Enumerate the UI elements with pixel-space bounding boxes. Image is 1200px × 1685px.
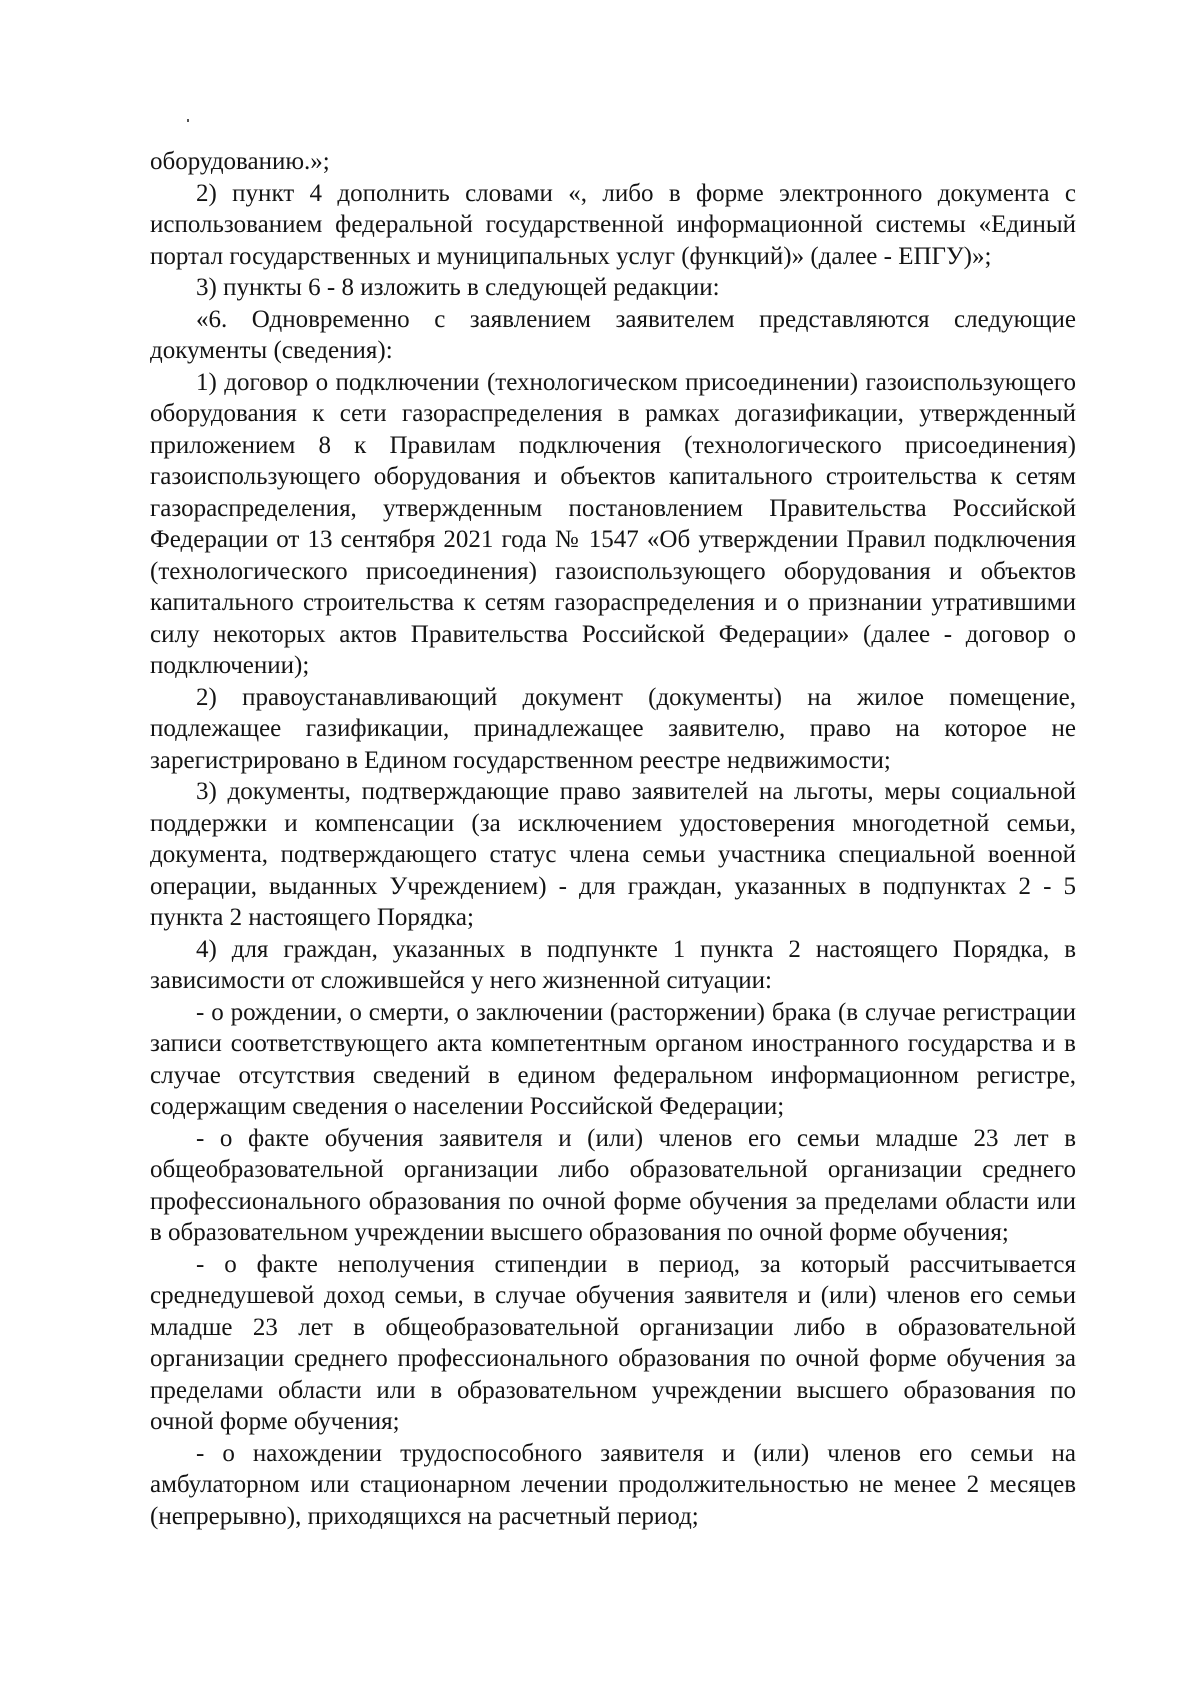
list-item-medical-treatment: - о нахождении трудоспособного заявителя и (или) членов его семьи на амбулаторном или стационарном лечении продолжительностью не менее 2 месяцев (непрерывно), приходящихся на расчетный период;: [150, 1439, 1076, 1530]
paragraph-point-6: «6. Одновременно с заявлением заявителем представляются следующие документы (сведения):: [150, 305, 1076, 364]
paragraph-continuation: оборудованию.»;: [150, 148, 330, 175]
paragraph-item-2-point-4: 2) пункт 4 дополнить словами «, либо в форме электронного документа с использованием федеральной государственной информационной системы «Единый портал государственных и муниципальных услуг (функций)» (далее - ЕПГУ)»;: [150, 179, 1076, 270]
list-item-no-stipend: - о факте неполучения стипендии в период, за который рассчитывается среднедушевой доход семьи, в случае обучения заявителя и (или) членов его семьи младше 23 лет в общеобразовательной организации либо в образовательной организации среднего профессионального образования по очной форме обучения за пределами области или в образовательном учреждении высшего образования по очной форме обучения;: [150, 1250, 1076, 1435]
scan-speck: [187, 119, 189, 122]
list-item-education: - о факте обучения заявителя и (или) членов его семьи младше 23 лет в общеобразовательной организации либо образовательной организации среднего профессионального образования по очной форме обучения за пределами области или в образовательном учреждении высшего образования по очной форме обучения;: [150, 1124, 1076, 1246]
paragraph-subitem-2: 2) правоустанавливающий документ (документы) на жилое помещение, подлежащее газификации, принадлежащее заявителю, право на которое не зарегистрировано в Едином государственном реестре недвижимости;: [150, 683, 1076, 774]
list-item-birth-death-marriage: - о рождении, о смерти, о заключении (расторжении) брака (в случае регистрации записи соответствующего акта компетентным органом иностранного государства и в случае отсутствия сведений в едином федеральном информационном регистре, содержащим сведения о населении Российской Федерации;: [150, 998, 1076, 1120]
document-body: [150, 146, 1076, 1532]
paragraph-item-3-points-6-8: 3) пункты 6 - 8 изложить в следующей редакции:: [196, 274, 720, 301]
paragraph-subitem-4: 4) для граждан, указанных в подпункте 1 пункта 2 настоящего Порядка, в зависимости от сложившейся у него жизненной ситуации:: [150, 935, 1076, 994]
paragraph-subitem-1: 1) договор о подключении (технологическом присоединении) газоиспользующего оборудования к сети газораспределения в рамках догазификации, утвержденный приложением 8 к Правилам подключения (технологического присоединения) газоиспользующего оборудования и объектов капитального строительства к сетям газораспределения, утвержденным постановлением Правительства Российской Федерации от 13 сентября 2021 года № 1547 «Об утверждении Правил подключения (технологического присоединения) газоиспользующего оборудования и объектов капитального строительства к сетям газораспределения и о признании утратившими силу некоторых актов Правительства Российской Федерации» (далее - договор о подключении);: [150, 368, 1076, 679]
paragraph-subitem-3: 3) документы, подтверждающие право заявителей на льготы, меры социальной поддержки и компенсации (за исключением удостоверения многодетной семьи, документа, подтверждающего статус члена семьи участника специальной военной операции, выданных Учреждением) - для граждан, указанных в подпунктах 2 - 5 пункта 2 настоящего Порядка;: [150, 778, 1076, 931]
